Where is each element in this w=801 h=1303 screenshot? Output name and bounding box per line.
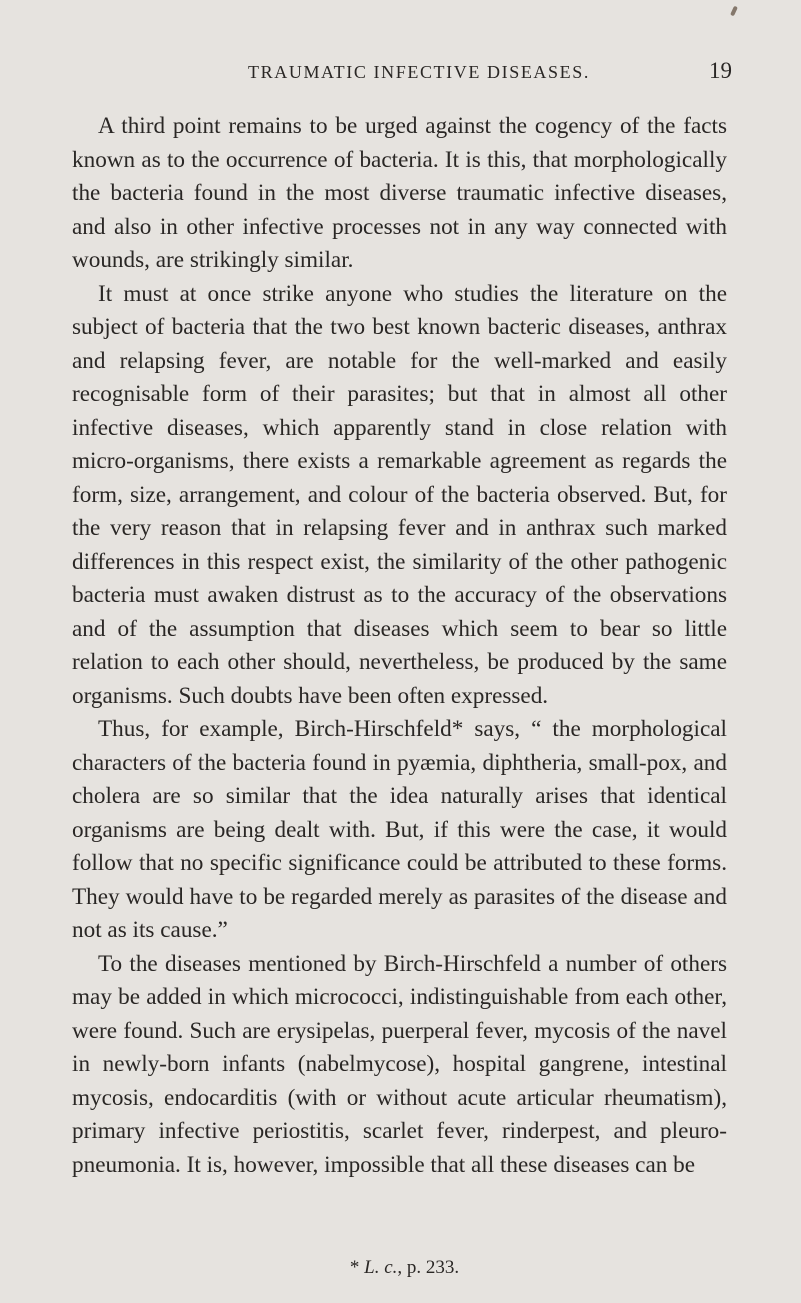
page-number: 19: [709, 58, 732, 83]
paragraph: It must at once strike anyone who studies the literature on the subject of bacteria that the two best known bacteric diseases, anthrax and relapsing fever, are notable for the well-marked and easily recognisable form of their parasites; but that in almost all other infective diseases, which apparently stand in close relation with micro-organisms, there exists a remarkable agreement as regards the form, size, arrangement, and colour of the bacteria observed. But, for the very reason that in relapsing fever and in anthrax such marked differences in this respect exist, the similarity of the other pathogenic bacteria must awaken distrust as to the accuracy of the observations and of the assumption that diseases which seem to bear so little relation to each other should, nevertheless, be produced by the same organisms. Such doubts have been often expressed.: [72, 280, 727, 709]
page-header: [106, 58, 732, 84]
paragraph: Thus, for example, Birch-Hirschfeld* says, “ the morphological characters of the bacteria found in pyæmia, diphtheria, small-pox, and cholera are so similar that the idea naturally arises that identical organisms are being dealt with. But, if this were the case, it would follow that no specific significance could be attributed to these forms. They would have to be regarded merely as parasites of the disease and not as its cause.”: [72, 716, 727, 943]
footnote-page: , p. 233.: [397, 1257, 460, 1278]
running-title: TRAUMATIC INFECTIVE DISEASES.: [248, 62, 590, 82]
paragraph: To the diseases mentioned by Birch-Hirschfeld a number of others may be added in which micrococci, indistinguishable from each other, were found. Such are erysipelas, puerperal fever, mycosis of the navel in newly-born infants (nabelmycose), hospital gangrene, intestinal mycosis, endocarditis (with or without acute articular rheumatism), primary infective periostitis, scarlet fever, rinderpest, and pleuro-pneumonia. It is, however, impossible that all these diseases can be: [72, 950, 727, 1178]
body-text: [72, 110, 727, 1182]
footnote-ref: L. c.: [364, 1257, 398, 1278]
footnote-marker: *: [349, 1257, 360, 1278]
footnote: [0, 1257, 801, 1279]
ink-speck: [730, 6, 738, 17]
paragraph: A third point remains to be urged against the cogency of the facts known as to the occurrence of bacteria. It is this, that morphologically the bacteria found in the most diverse traumatic infective diseases, and also in other infective processes not in any way connected with wounds, are strikingly similar.: [72, 113, 727, 273]
